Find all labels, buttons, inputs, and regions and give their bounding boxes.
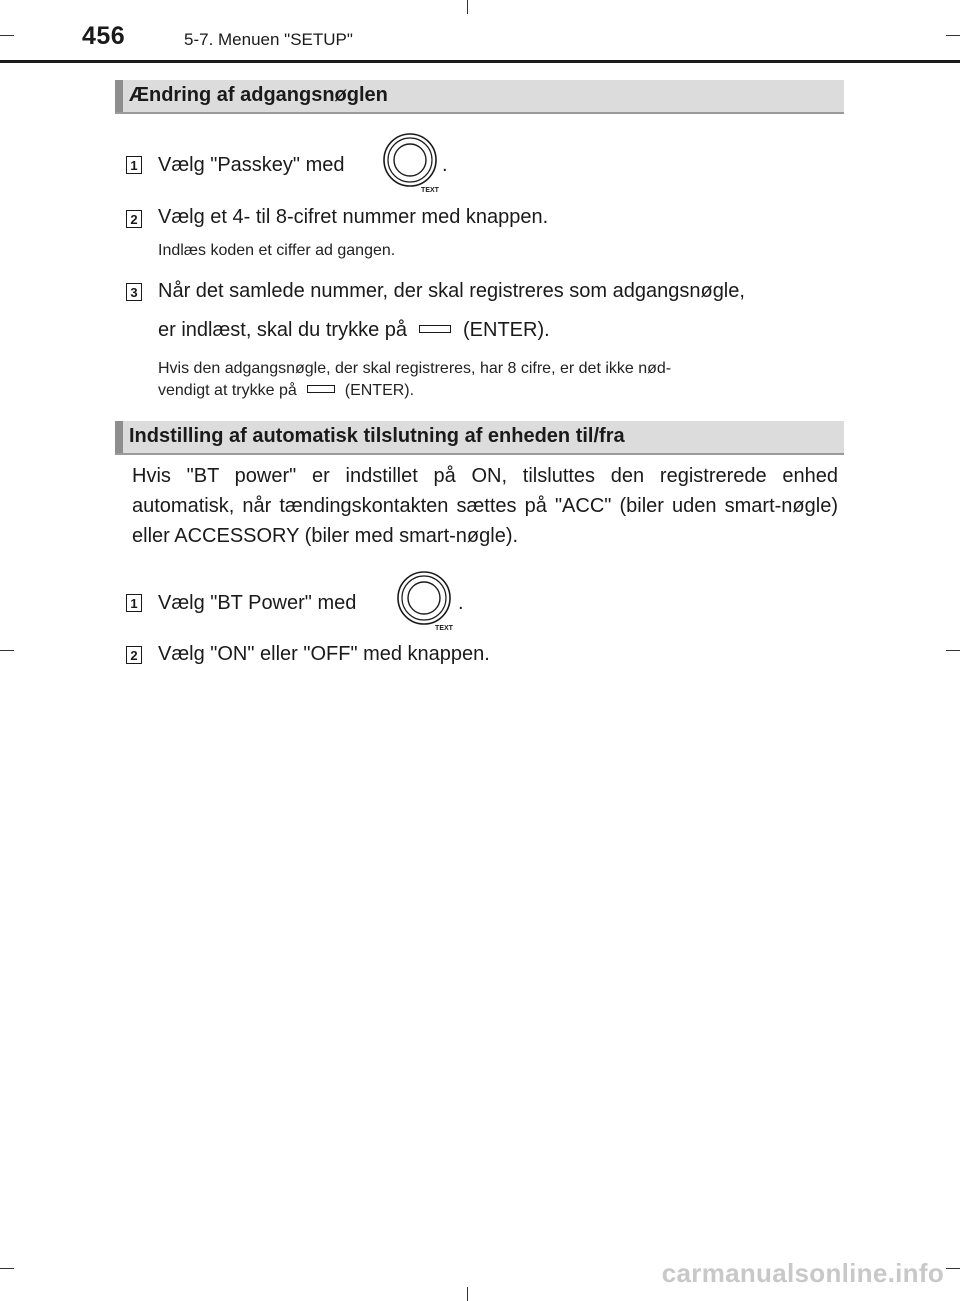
- step-text-after: .: [458, 592, 464, 614]
- watermark: carmanualsonline.info: [661, 1258, 944, 1288]
- step-note: Indlæs koden et ciffer ad gangen.: [158, 242, 396, 259]
- enter-button-icon: [419, 325, 451, 333]
- crop-mark: [946, 35, 960, 36]
- controller-knob-icon: [378, 132, 442, 196]
- step-text-after: .: [442, 154, 448, 176]
- crop-mark: [946, 1268, 960, 1269]
- step-text: Når det samlede nummer, der skal registreres som adgangsnøgle,: [158, 280, 745, 302]
- step-number: 1: [126, 156, 142, 174]
- step-number: 2: [126, 210, 142, 228]
- crop-mark: [467, 1287, 468, 1301]
- step-text: Vælg "BT Power" med: [158, 592, 357, 614]
- step-text: [158, 317, 550, 343]
- step-note-before: vendigt at trykke på: [158, 382, 297, 399]
- step-text-after: (ENTER).: [463, 319, 550, 341]
- crop-mark: [0, 1268, 14, 1269]
- step-text: Vælg et 4- til 8-cifret nummer med knappen.: [158, 206, 549, 228]
- step-text: [158, 152, 345, 178]
- step-text-before: er indlæst, skal du trykke på: [158, 319, 407, 341]
- section-heading: [115, 421, 844, 455]
- crop-mark: [946, 650, 960, 651]
- step-text-before: Vælg "Passkey" med: [158, 154, 345, 176]
- step-number: 2: [126, 646, 142, 664]
- section-heading-text: Indstilling af automatisk tilslutning af enheden til/fra: [129, 425, 625, 447]
- knob-label: TEXT: [435, 625, 453, 632]
- step-note: [158, 381, 414, 401]
- section-heading: [115, 80, 844, 114]
- crop-mark: [0, 650, 14, 651]
- header-rule: [0, 60, 960, 63]
- enter-button-icon: [307, 385, 335, 393]
- step-number: 1: [126, 594, 142, 612]
- heading-accent: [115, 80, 123, 112]
- section-reference: 5-7. Menuen "SETUP": [184, 30, 353, 49]
- knob-label: TEXT: [421, 187, 439, 194]
- crop-mark: [467, 0, 468, 14]
- step-note-after: (ENTER).: [344, 382, 415, 399]
- step-text: Vælg "ON" eller "OFF" med knappen.: [158, 643, 490, 665]
- crop-mark: [0, 35, 14, 36]
- step-number: 3: [126, 283, 142, 301]
- step-note: Hvis den adgangsnøgle, der skal registreres, har 8 cifre, er det ikke nød-: [158, 360, 672, 377]
- page-number: 456: [82, 22, 126, 50]
- heading-accent: [115, 421, 123, 453]
- controller-knob-icon: [392, 570, 456, 634]
- body-paragraph: Hvis "BT power" er indstillet på ON, tilsluttes den registrerede enhed automatisk, når tændingskontakten sættes på "ACC" (biler uden smart-nøgle) eller ACCESSORY (biler med smart-nøgle).: [132, 465, 838, 547]
- section-heading-text: Ændring af adgangsnøglen: [129, 84, 388, 106]
